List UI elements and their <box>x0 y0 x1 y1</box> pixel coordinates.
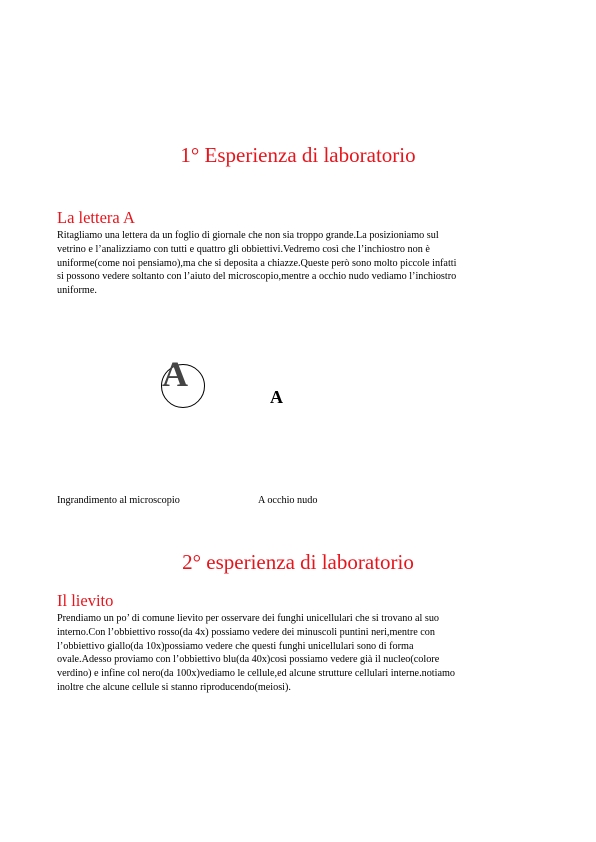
magnified-letter: A <box>162 354 188 394</box>
section1-subtitle: La lettera A <box>57 208 135 227</box>
section2-subtitle: Il lievito <box>57 591 114 610</box>
section2-body: Prendiamo un po’ di comune lievito per osservare dei funghi unicellulari che si trovano al suo interno.Con l’obbiettivo rosso(da 4x) possiamo vedere dei minuscoli puntini neri,mentre con l’obbiettivo giallo(da 10x)possiamo vedere che questi funghi unicellulari sono di forma ovale.Adesso proviamo con l’obbiettivo blu(da 40x)così possiamo vedere già il nucleo(colore verdino) e infine col nero(da 100x)vediamo le cellule,ed alcune strutture cellulari interne.notiamo inoltre che alcune cellule si stanno riproducendo(meiosi). <box>57 613 456 693</box>
section1-title: 1° Esperienza di laboratorio <box>180 143 416 167</box>
caption-naked-eye: A occhio nudo <box>258 495 318 506</box>
section2-title: 2° esperienza di laboratorio <box>182 550 414 574</box>
plain-letter: A <box>270 387 283 407</box>
section1-body: Ritagliamo una lettera da un foglio di giornale che non sia troppo grande.La posizioniamo sul vetrino e l’analizziamo con tutti e quattro gli obbiettivi.Vedremo così che l’inchiostro non è uniforme(come noi pensiamo),ma che si deposita a chiazze.Queste però sono molto piccole infatti si possono vedere soltanto con l’aiuto del microscopio,mentre a occhio nudo vediamo l’inchiostro uniforme. <box>57 230 457 297</box>
caption-microscope: Ingrandimento al microscopio <box>57 495 180 506</box>
